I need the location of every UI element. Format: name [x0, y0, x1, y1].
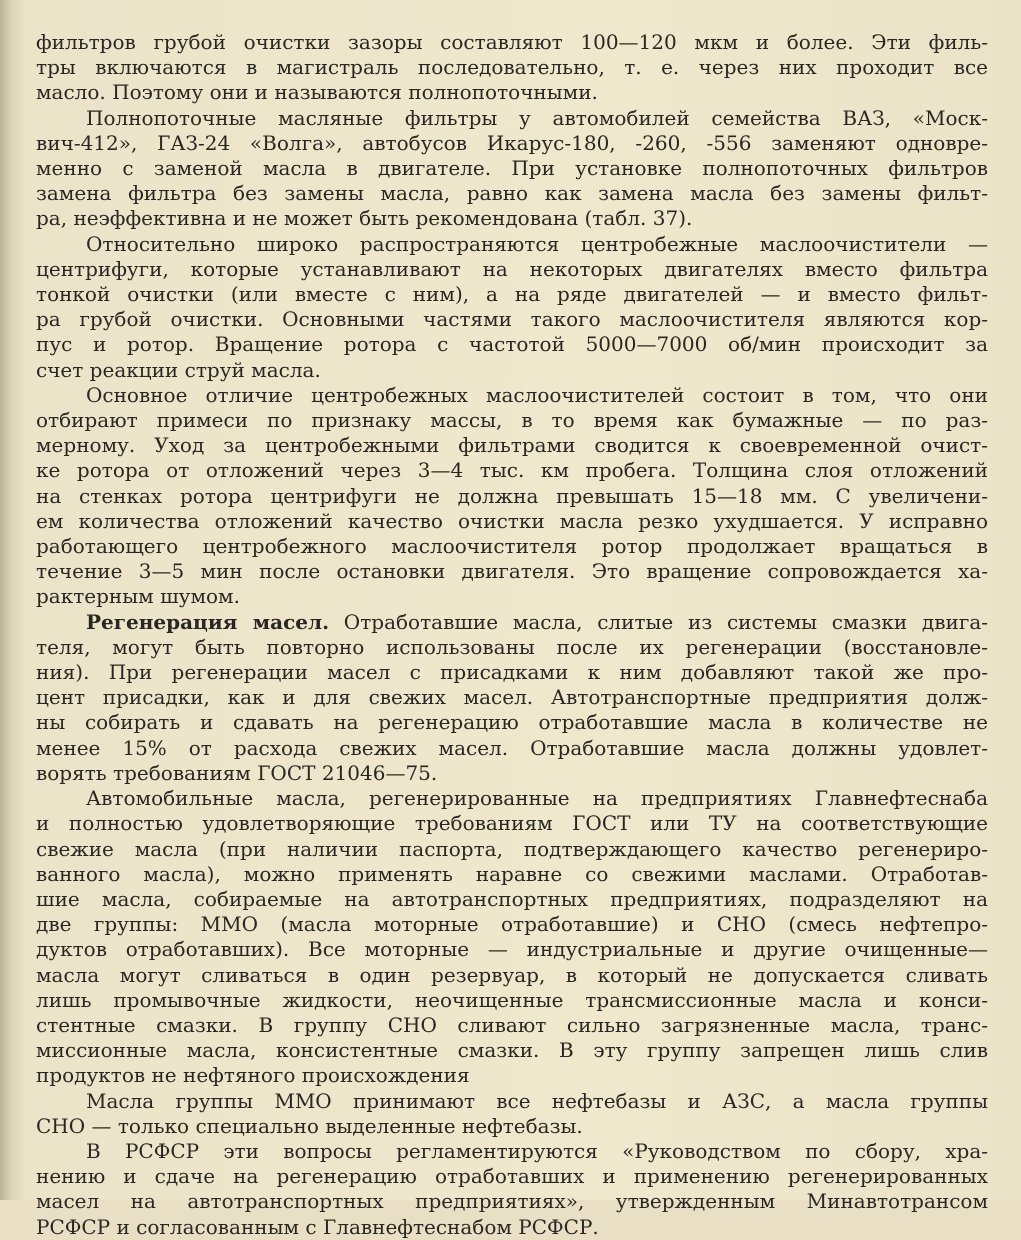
- text-line: замена фильтра без замены масла, равно как замена масла без замены фильт-: [36, 181, 988, 206]
- text-line: ра грубой очистки. Основными частями такого маслоочистителя являются кор-: [36, 307, 988, 332]
- text-line: ке ротора от отложений через 3—4 тыс. км пробега. Толщина слоя отложений: [36, 458, 988, 483]
- text-line: РСФСР и согласованным с Главнефтеснабом РСФСР.: [36, 1214, 599, 1239]
- paragraph-2: [36, 106, 988, 232]
- text-line: миссионные масла, консистентные смазки. В эту группу запрещен лишь слив: [36, 1038, 988, 1063]
- text-line: рактерным шумом.: [36, 584, 240, 609]
- paragraph-6: [36, 786, 988, 1088]
- text-line: ем количества отложений качество очистки масла резко ухудшается. У исправно: [36, 508, 988, 533]
- text-line: две группы: ММО (масла моторные отработавшие) и СНО (смесь нефтепро-: [36, 912, 988, 937]
- text-line: ния). При регенерации масел с присадками к ним добавляют такой же про-: [36, 660, 988, 685]
- text-line: тры включаются в магистраль последовательно, т. е. через них проходит все: [36, 55, 988, 80]
- text-line: вич-412», ГАЗ-24 «Волга», автобусов Икарус-180, -260, -556 заменяют одновре-: [36, 130, 988, 155]
- text-line: ворять требованиям ГОСТ 21046—75.: [36, 760, 438, 785]
- text-line: центрифуги, которые устанавливают на некоторых двигателях вместо фильтра: [36, 256, 988, 281]
- text-line: работающего центробежного маслоочистителя ротор продолжает вращаться в: [36, 534, 988, 559]
- text-line: отбирают примеси по признаку массы, в то время как бумажные — по раз-: [36, 408, 988, 433]
- paragraph-3: [36, 232, 988, 383]
- paragraph-7: [36, 1089, 988, 1139]
- text-line: пус и ротор. Вращение ротора с частотой 5000—7000 об/мин происходит за: [36, 332, 988, 357]
- text-line: В РСФСР эти вопросы регламентируются «Руководством по сбору, хра-: [86, 1138, 988, 1163]
- text-line: Масла группы ММО принимают все нефтебазы и АЗС, а масла группы: [86, 1088, 988, 1113]
- text-line: теля, могут быть повторно использованы после их регенерации (восстановле-: [36, 634, 988, 659]
- text-line: счет реакции струй масла.: [36, 357, 321, 382]
- text-line: менно с заменой масла в двигателе. При установке полнопоточных фильтров: [36, 156, 988, 181]
- text-line: менее 15% от расхода свежих масел. Отработавшие масла должны удовлет-: [36, 735, 988, 760]
- text-line: масел на автотранспортных предприятиях», утвержденным Минавтотрансом: [36, 1189, 988, 1214]
- text-line: Полнопоточные масляные фильтры у автомобилей семейства ВАЗ, «Моск-: [86, 105, 988, 130]
- text-line: мерному. Уход за центробежными фильтрами сводится к своевременной очист-: [36, 433, 988, 458]
- paragraph-1: [36, 30, 988, 106]
- text-line: ванного масла), можно применять наравне со свежими маслами. Отработав-: [36, 861, 988, 886]
- text-line: ны собирать и сдавать на регенерацию отработавшие масла в количестве не: [36, 710, 988, 735]
- text-line: течение 3—5 мин после остановки двигателя. Это вращение сопровождается ха-: [36, 559, 988, 584]
- text-line: цент присадки, как и для свежих масел. Автотранспортные предприятия долж-: [36, 685, 988, 710]
- document-body: [36, 30, 988, 1240]
- text-run: Отработавшие масла, слитые из системы смазки двига-: [329, 609, 988, 634]
- text-line: Основное отличие центробежных маслоочистителей состоит в том, что они: [86, 382, 988, 407]
- text-line: Автомобильные масла, регенерированные на предприятиях Главнефтеснаба: [86, 786, 988, 811]
- text-line: Относительно широко распространяются центробежные маслоочистители —: [86, 231, 988, 256]
- text-line: СНО — только специально выделенные нефтебазы.: [36, 1113, 583, 1138]
- text-line: масла могут сливаться в один резервуар, в который не допускается сливать: [36, 962, 988, 987]
- text-line: масло. Поэтому они и называются полнопоточными.: [36, 80, 598, 105]
- text-line: и полностью удовлетворяющие требованиям ГОСТ или ТУ на соответствующие: [36, 811, 988, 836]
- text-line: свежие масла (при наличии паспорта, подтверждающего качество регенериро-: [36, 836, 988, 861]
- text-line: тонкой очистки (или вместе с ним), а на ряде двигателей — и вместо фильт-: [36, 282, 988, 307]
- paragraph-4: [36, 383, 988, 610]
- text-line: стентные смазки. В группу СНО сливают сильно загрязненные масла, транс-: [36, 1012, 988, 1037]
- text-line: нению и сдаче на регенерацию отработавших и применению регенерированных: [36, 1164, 988, 1189]
- text-line: фильтров грубой очистки зазоры составляют 100—120 мкм и более. Эти филь-: [36, 30, 988, 54]
- text-line: на стенках ротора центрифуги не должна превышать 15—18 мм. С увеличени-: [36, 483, 988, 508]
- section-heading: Регенерация масел.: [86, 609, 330, 634]
- text-line: шие масла, собираемые на автотранспортных предприятиях, подразделяют на: [36, 886, 988, 911]
- text-line: продуктов не нефтяного происхождения: [36, 1063, 470, 1088]
- paragraph-8: [36, 1139, 988, 1240]
- paragraph-5: [36, 610, 988, 786]
- text-line: дуктов отработавших). Все моторные — индустриальные и другие очищенные—: [36, 937, 988, 962]
- text-line: ра, неэффективна и не может быть рекомендована (табл. 37).: [36, 206, 693, 231]
- text-line: лишь промывочные жидкости, неочищенные трансмиссионные масла и конси-: [36, 987, 988, 1012]
- text-line: [36, 610, 988, 635]
